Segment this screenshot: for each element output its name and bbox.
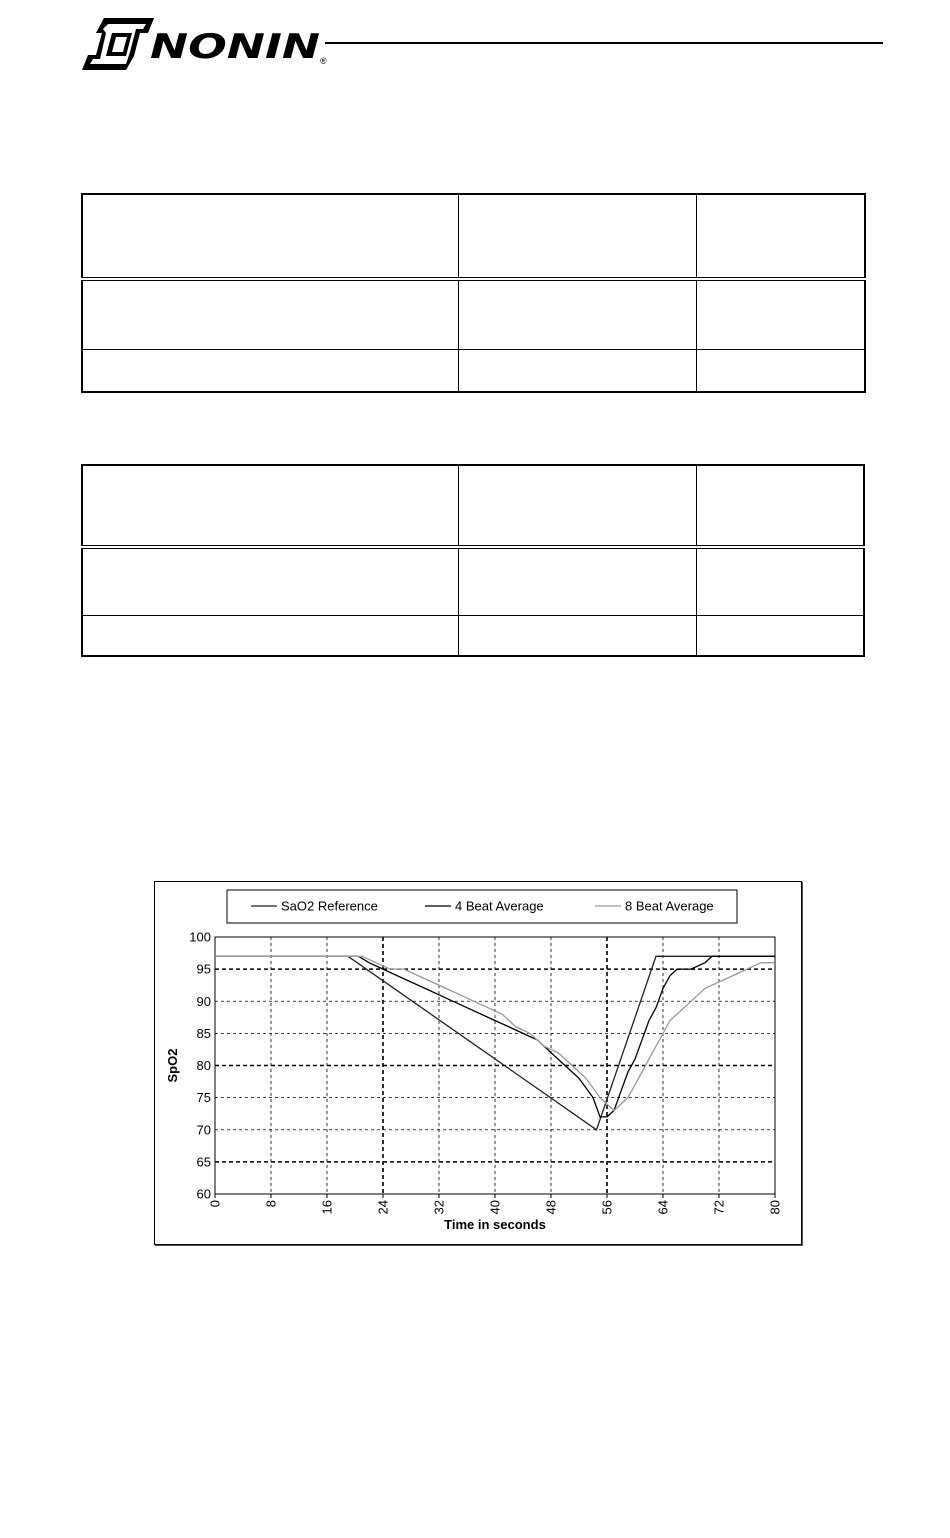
table-cell: [82, 465, 459, 547]
x-tick-label: 0: [207, 1200, 223, 1208]
table-cell: [697, 194, 866, 279]
table-header-row: [82, 194, 865, 279]
table-cell: [459, 465, 697, 547]
spec-table-2: [81, 464, 865, 657]
y-tick-label: 70: [196, 1122, 211, 1138]
table-cell: [697, 279, 866, 350]
table-cell: [459, 350, 697, 392]
table-row: [82, 615, 864, 656]
y-tick-label: 95: [196, 961, 211, 977]
table-cell: [82, 615, 459, 656]
nonin-logo: [82, 16, 332, 72]
table-cell: [82, 547, 459, 615]
x-tick-label: 40: [487, 1200, 503, 1215]
table-cell: [82, 279, 459, 350]
table-cell: [459, 279, 697, 350]
x-tick-label: 64: [655, 1200, 671, 1215]
legend-label: SaO2 Reference: [281, 898, 378, 914]
x-tick-label: 8: [263, 1200, 279, 1208]
x-tick-label: 48: [543, 1200, 559, 1215]
x-tick-label: 56: [599, 1200, 615, 1215]
logo-wordmark: NONIN: [150, 27, 320, 67]
y-tick-label: 80: [196, 1058, 211, 1073]
x-axis-title: Time in seconds: [444, 1217, 546, 1232]
table-cell: [459, 615, 697, 656]
table-row: [82, 547, 864, 615]
y-axis-title: SpO2: [165, 1048, 180, 1083]
chart-svg: [155, 882, 801, 1244]
table-cell: [82, 350, 459, 392]
spec-table-1: [81, 193, 866, 393]
y-tick-label: 60: [196, 1186, 211, 1202]
table-cell: [697, 465, 865, 547]
y-tick-label: 100: [189, 929, 211, 945]
x-tick-label: 24: [375, 1200, 391, 1215]
spo2-chart: [154, 881, 802, 1245]
table-row: [82, 279, 865, 350]
table-header-row: [82, 465, 864, 547]
x-tick-label: 16: [319, 1200, 335, 1215]
y-tick-label: 85: [196, 1025, 211, 1041]
logo-mark-icon: [82, 18, 154, 70]
table-cell: [82, 194, 459, 279]
series-line: [215, 956, 775, 1130]
x-tick-label: 32: [431, 1200, 447, 1215]
table-cell: [697, 350, 866, 392]
y-tick-label: 75: [196, 1090, 211, 1106]
legend-label: 8 Beat Average: [625, 898, 714, 914]
legend-label: 4 Beat Average: [455, 898, 544, 914]
y-tick-label: 90: [196, 993, 211, 1009]
table-cell: [697, 547, 865, 615]
table-row: [82, 350, 865, 392]
x-tick-label: 72: [711, 1200, 727, 1215]
table-cell: [459, 194, 697, 279]
x-tick-label: 80: [767, 1200, 783, 1215]
header-rule: [325, 42, 883, 44]
table-cell: [697, 615, 865, 656]
table-cell: [459, 547, 697, 615]
y-tick-label: 65: [196, 1154, 211, 1170]
registered-mark: ®: [320, 56, 327, 66]
